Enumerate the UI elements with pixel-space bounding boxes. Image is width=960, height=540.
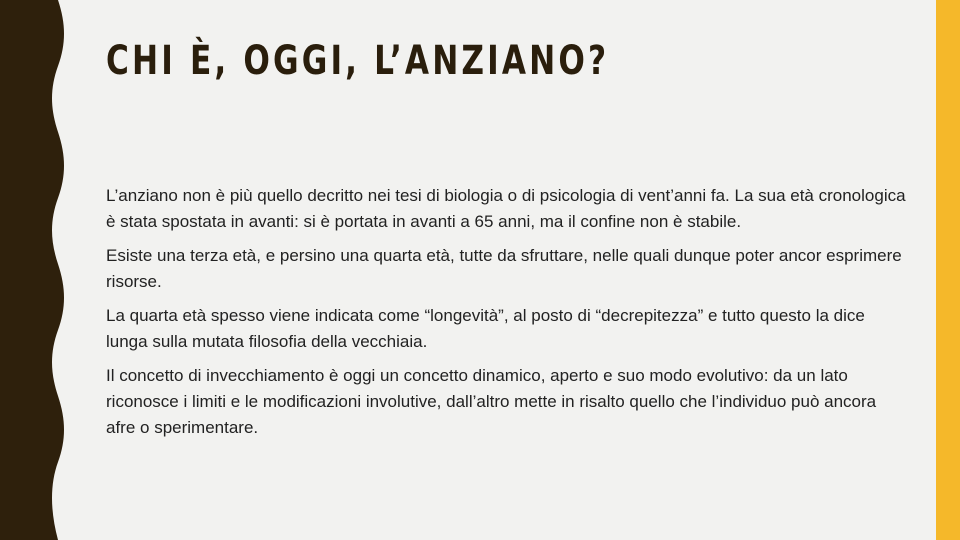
paragraph-4: Il concetto di invecchiamento è oggi un concetto dinamico, aperto e suo modo evolutivo: da un lato riconosce i limiti e le modificazioni involutive, dall’altro mette in risalto quello che l’individuo può ancora afre o sperimentare.	[106, 366, 877, 437]
left-decorative-wavy-band	[0, 0, 80, 540]
paragraph-1: L’anziano non è più quello decritto nei tesi di biologia o di psicologia di vent’anni fa. La sua età cronologica è stata spostata in avanti: si è portata in avanti a 65 anni, ma il confine non è stabile.	[106, 186, 906, 231]
slide-title: CHI È, OGGI, L’ANZIANO?	[106, 38, 610, 84]
right-accent-bar	[936, 0, 960, 540]
paragraph-3: La quarta età spesso viene indicata come “longevità”, al posto di “decrepitezza” e tutto questo la dice lunga sulla mutata filosofia della vecchiaia.	[106, 306, 865, 351]
slide-body	[106, 183, 906, 449]
paragraph-2: Esiste una terza età, e persino una quarta età, tutte da sfruttare, nelle quali dunque poter ancor esprimere risorse.	[106, 246, 902, 291]
